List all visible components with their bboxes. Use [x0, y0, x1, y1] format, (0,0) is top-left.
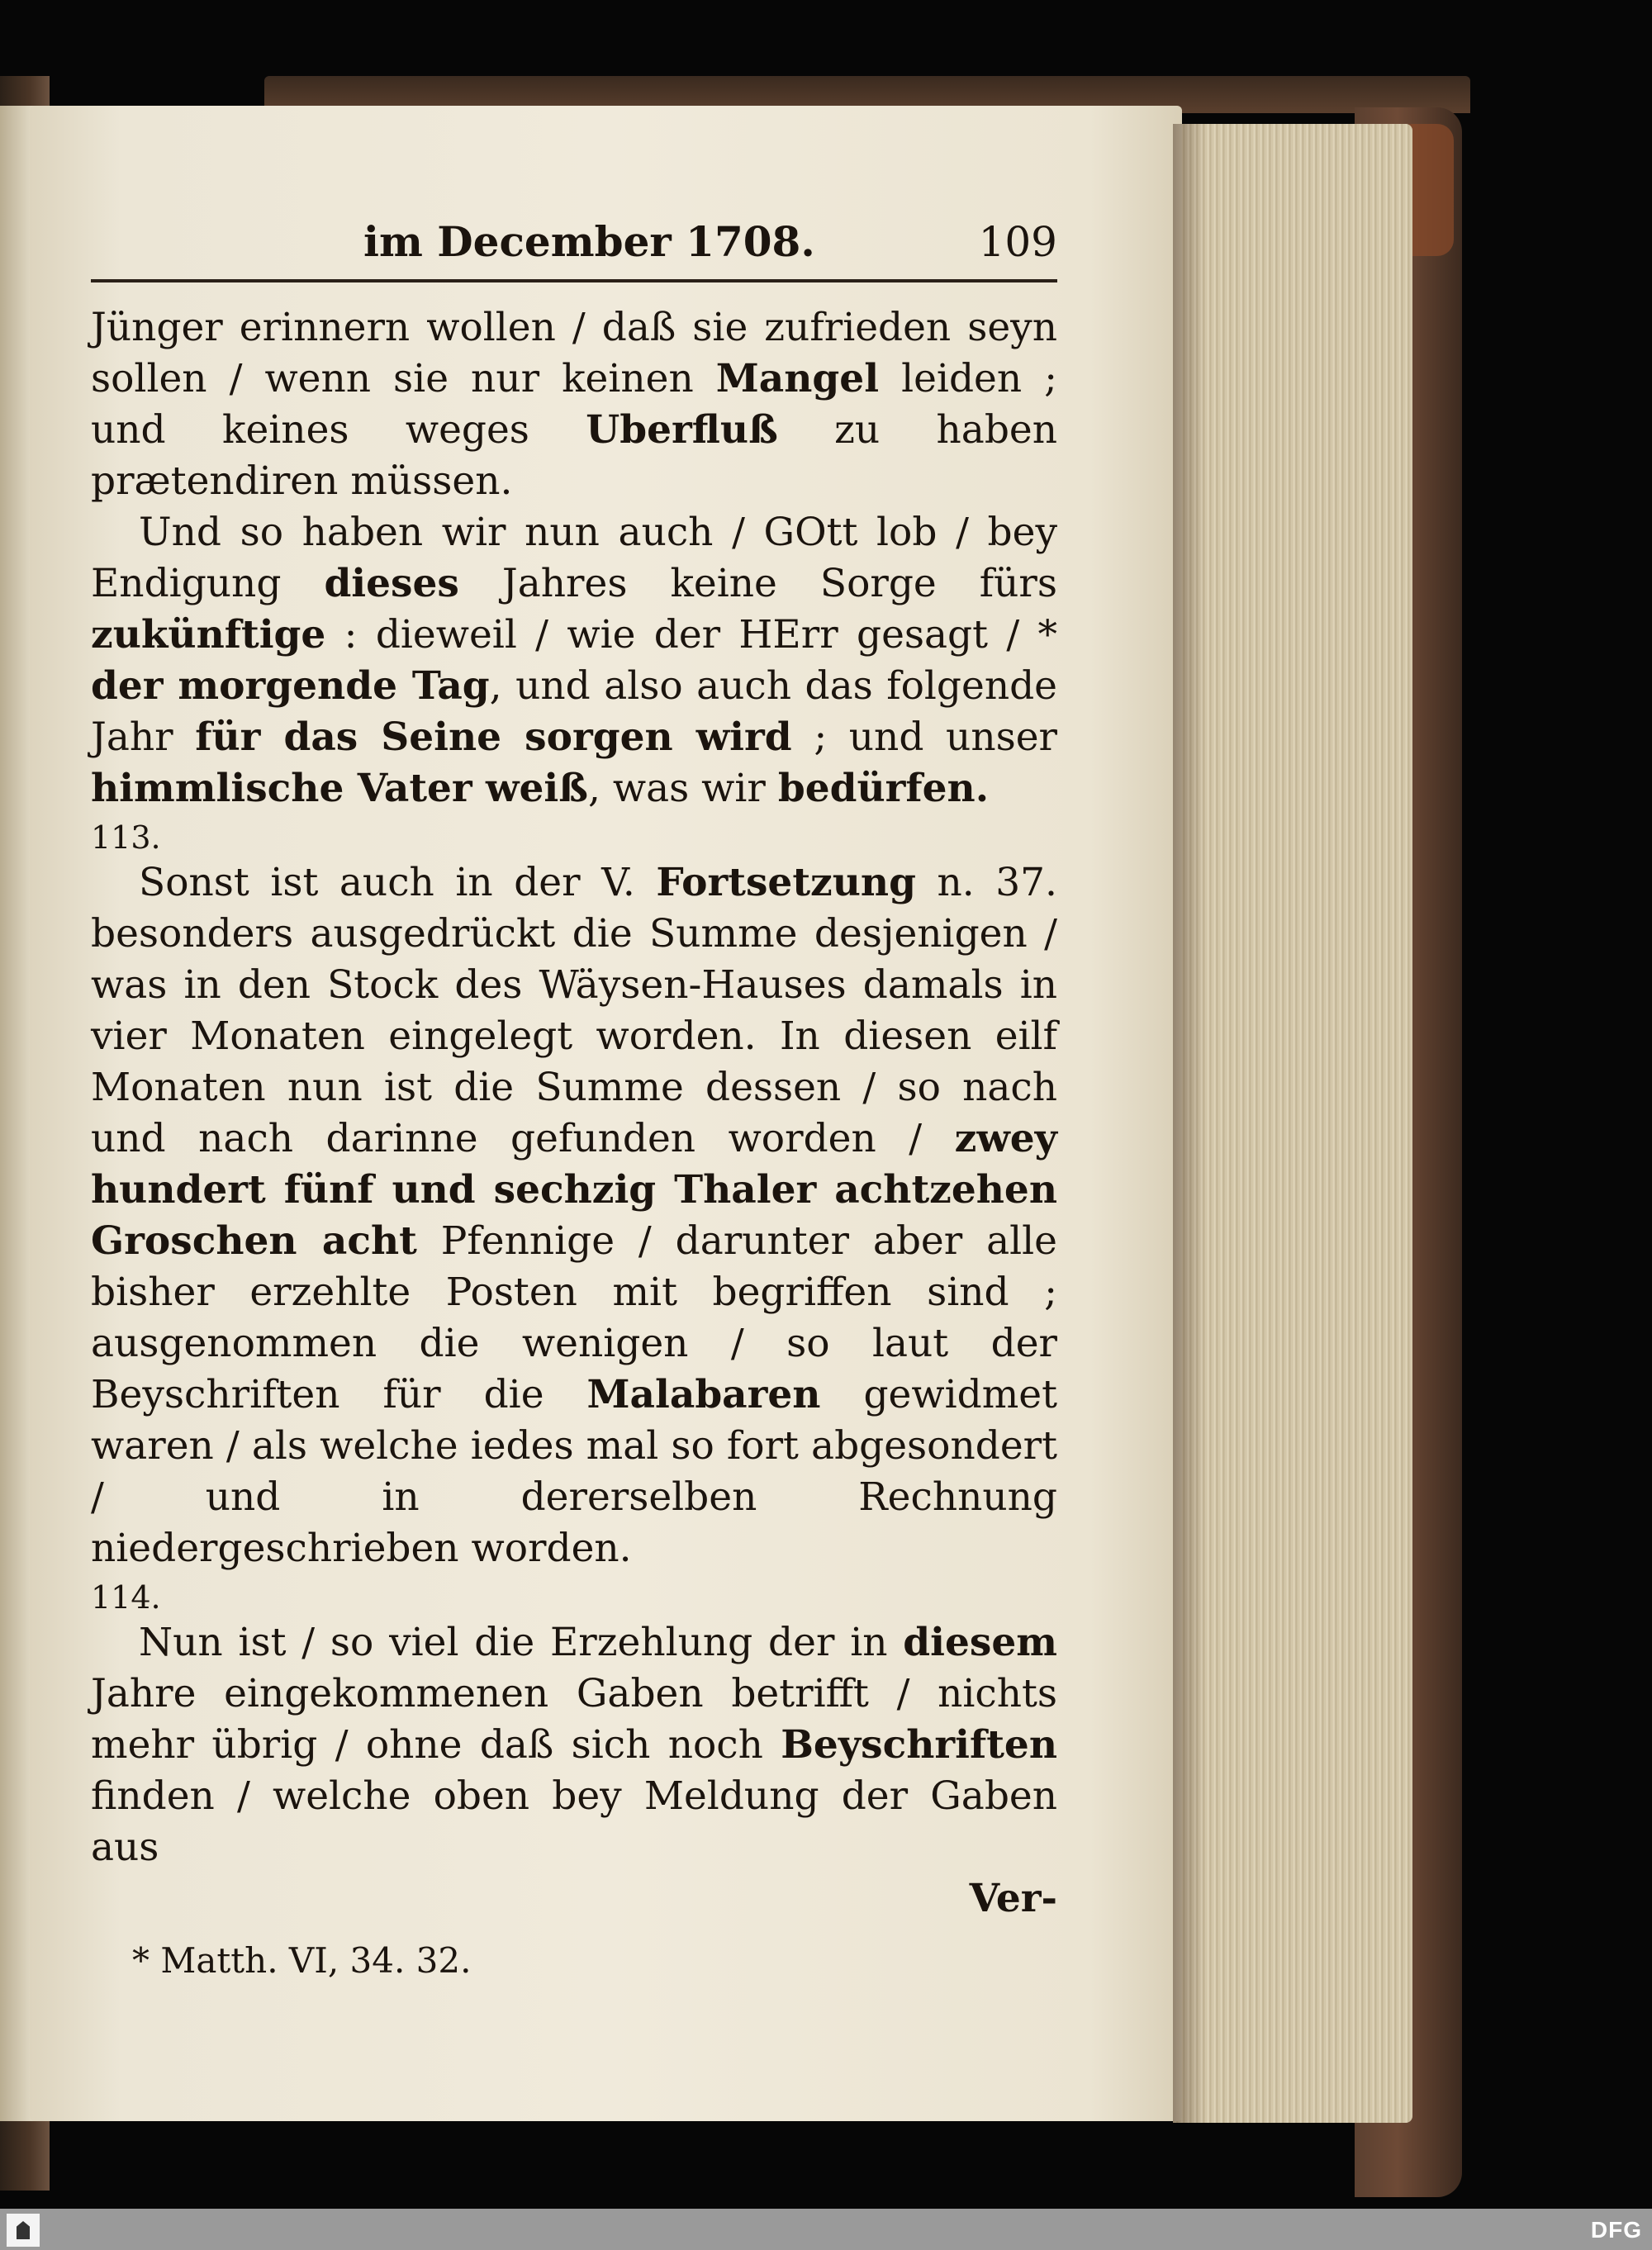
- paragraph-4: [91, 1617, 1057, 1873]
- text-run: himmlische Vater weiß: [91, 766, 588, 811]
- text-run: Beyschriften: [781, 1722, 1057, 1768]
- header-rule: [91, 279, 1057, 282]
- page-text-column: [91, 213, 1057, 1986]
- text-run: gewidmet waren / als welche iedes mal so fort abgesondert / und in dererselben Rechnung niedergeschrieben worden.: [91, 1372, 1057, 1571]
- text-run: diesem: [903, 1620, 1057, 1665]
- text-run: Jahre eingekommenen Gaben betrifft / nichts mehr übrig / ohne daß sich noch: [91, 1671, 1057, 1768]
- section-number-114: 114.: [91, 1579, 161, 1616]
- text-run: dieses: [324, 561, 459, 606]
- text-run: Und so haben wir nun auch / GOtt lob / bey Endigung: [91, 510, 1057, 606]
- text-run: , was wir: [587, 766, 778, 811]
- text-run: Mangel: [715, 356, 880, 401]
- text-run: Uberfluß: [586, 407, 778, 453]
- text-run: Malabaren: [586, 1372, 821, 1417]
- paragraph-1: [91, 302, 1057, 507]
- footnote: * Matth. VI, 34. 32.: [132, 1940, 472, 1981]
- text-run: Fortsetzung: [656, 860, 916, 905]
- gutter-shadow: [1173, 124, 1206, 2123]
- body-text: [91, 302, 1057, 1873]
- text-run: zu haben prætendiren müssen.: [91, 407, 1058, 504]
- text-run: der morgende Tag: [91, 663, 490, 709]
- text-run: Nun ist / so viel die Erzehlung der in: [139, 1620, 904, 1665]
- text-run: n. 37. besonders ausgedrückt die Summe desjenigen / was in den Stock des Wäysen-Hauses damals in vier Monaten eingelegt worden. In diesen eilf Monaten nun ist die Summe dessen / so nach und nach darinne gefunden worden /: [91, 860, 1057, 1161]
- text-run: Sonst ist auch in der V.: [139, 860, 657, 905]
- text-run: ; und unser: [791, 714, 1057, 760]
- page-block-edge: [1173, 124, 1412, 2123]
- text-run: für das Seine sorgen wird: [195, 714, 792, 760]
- text-run: leiden ; und keines weges: [91, 356, 1057, 453]
- paragraph-2: [91, 507, 1057, 814]
- text-run: Jahres keine Sorge fürs: [458, 561, 1057, 606]
- footer-brand: DFG: [1590, 2217, 1642, 2243]
- text-run: zwey hundert fünf und sechzig Thaler achtzehen Groschen acht: [91, 1116, 1057, 1264]
- text-run: finden / welche oben bey Meldung der Gaben aus: [91, 1773, 1057, 1870]
- page-number: 109: [978, 218, 1057, 266]
- catchword: Ver-: [969, 1876, 1057, 1921]
- running-header: [91, 213, 1057, 271]
- section-number-113: 113.: [91, 819, 161, 856]
- text-run: Pfennige / darunter aber alle bisher erzehlte Posten mit begriffen sind ; ausgenommen die wenigen / so laut der Beyschriften für die: [91, 1218, 1057, 1417]
- footer-bar: [0, 2209, 1652, 2250]
- running-title: im December 1708.: [363, 217, 815, 266]
- text-run: zukünftige: [91, 612, 326, 657]
- text-run: Jünger erinnern wollen / daß sie zufrieden seyn sollen / wenn sie nur keinen: [91, 305, 1057, 401]
- text-run: , und also auch das folgende Jahr: [91, 663, 1057, 760]
- text-run: : dieweil / wie der HErr gesagt / *: [325, 612, 1057, 657]
- text-run: bedürfen.: [777, 766, 990, 811]
- paragraph-3: [91, 857, 1057, 1574]
- library-logo-icon: [7, 2214, 40, 2247]
